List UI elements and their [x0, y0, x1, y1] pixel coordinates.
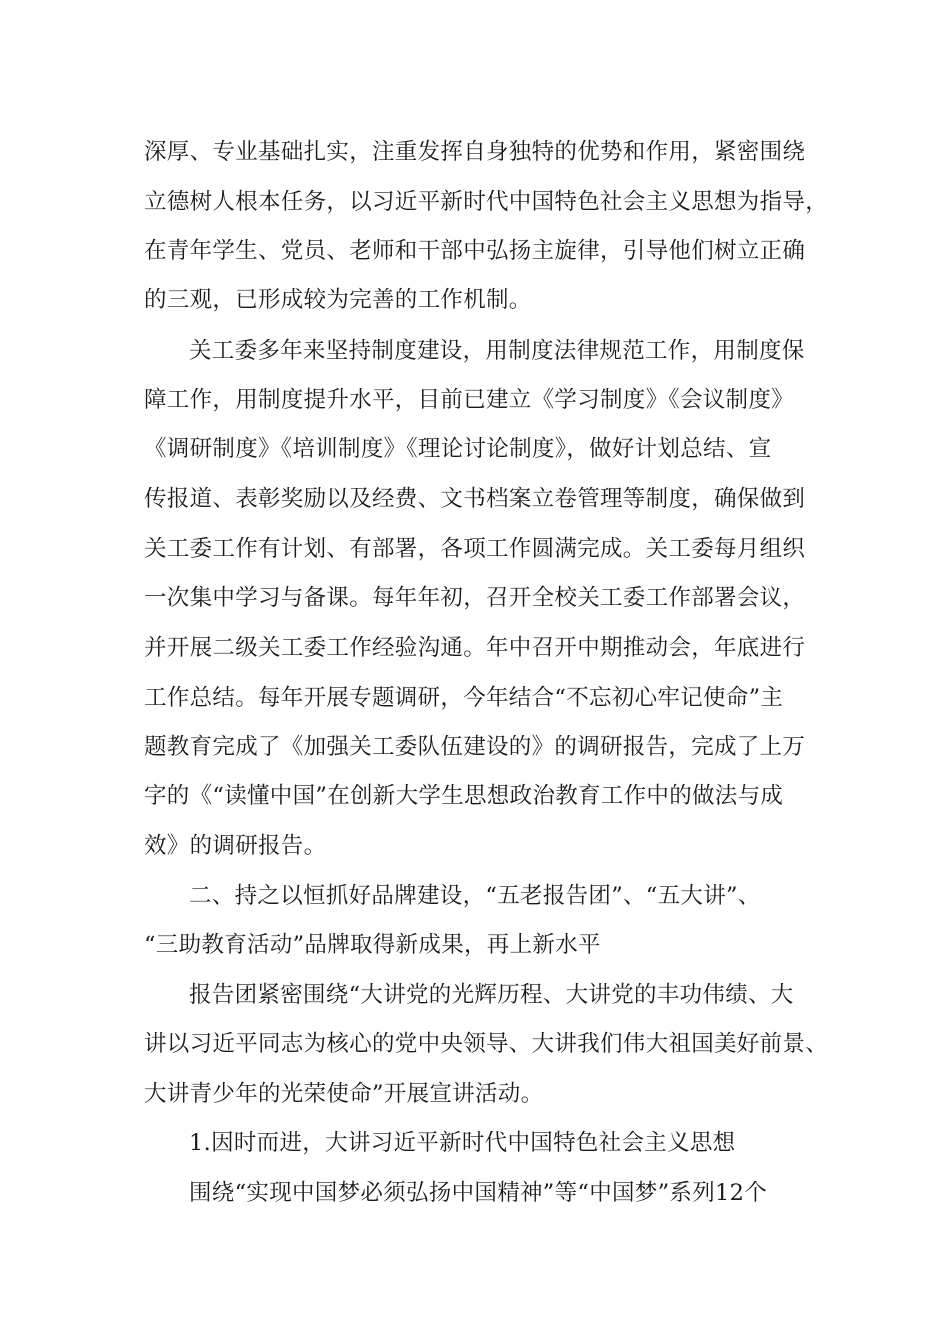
body-text-line: 在青年学生、党员、老师和干部中弘扬主旋律，引导他们树立正确 [144, 238, 806, 264]
body-text-line: 一次集中学习与备课。每年年初，召开全校关工委工作部署会议， [144, 585, 806, 611]
paragraph-first-line: 关工委多年来坚持制度建设，用制度法律规范工作，用制度保 [189, 338, 805, 364]
body-text-line: 障工作，用制度提升水平，目前已建立《学习制度》《会议制度》 [144, 387, 794, 413]
body-text-line: 大讲青少年的光荣使命”开展宣讲活动。 [144, 1081, 544, 1107]
section-heading-continued: “三助教育活动”品牌取得新成果，再上新水平 [144, 932, 601, 958]
body-text-line: 效》的调研报告。 [144, 833, 327, 859]
paragraph-first-line: 报告团紧密围绕“大讲党的光辉历程、大讲党的丰功伟绩、大 [189, 982, 794, 1008]
paragraph-first-line: 围绕“实现中国梦必须弘扬中国精神”等“中国梦”系列12个 [189, 1180, 768, 1206]
body-text-line: 立德树人根本任务，以习近平新时代中国特色社会主义思想为指导， [144, 189, 829, 215]
body-text-line: 关工委工作有计划、有部署，各项工作圆满完成。关工委每月组织 [144, 536, 806, 562]
body-text-line: 《调研制度》《培训制度》《理论讨论制度》，做好计划总结、宣 [144, 436, 772, 462]
body-text-line: 题教育完成了《加强关工委队伍建设的》的调研报告，完成了上万 [144, 734, 806, 760]
body-text-line: 并开展二级关工委工作经验沟通。年中召开中期推动会，年底进行 [144, 635, 806, 661]
body-text-line: 的三观，已形成较为完善的工作机制。 [144, 287, 532, 313]
body-text-line: 传报道、表彰奖励以及经费、文书档案立卷管理等制度，确保做到 [144, 486, 806, 512]
body-text-line: 讲以习近平同志为核心的党中央领导、大讲我们伟大祖国美好前景、 [144, 1031, 829, 1057]
body-text-line: 深厚、专业基础扎实，注重发挥自身独特的优势和作用，紧密围绕 [144, 139, 806, 165]
section-heading: 二、持之以恒抓好品牌建设，“五老报告团”、“五大讲”、 [189, 883, 761, 909]
body-text-line: 工作总结。每年开展专题调研，今年结合“不忘初心牢记使命”主 [144, 685, 784, 711]
subsection-heading: 1.因时而进，大讲习近平新时代中国特色社会主义思想 [189, 1130, 736, 1156]
body-text-line: 字的《“读懂中国”在创新大学生思想政治教育工作中的做法与成 [144, 783, 784, 809]
